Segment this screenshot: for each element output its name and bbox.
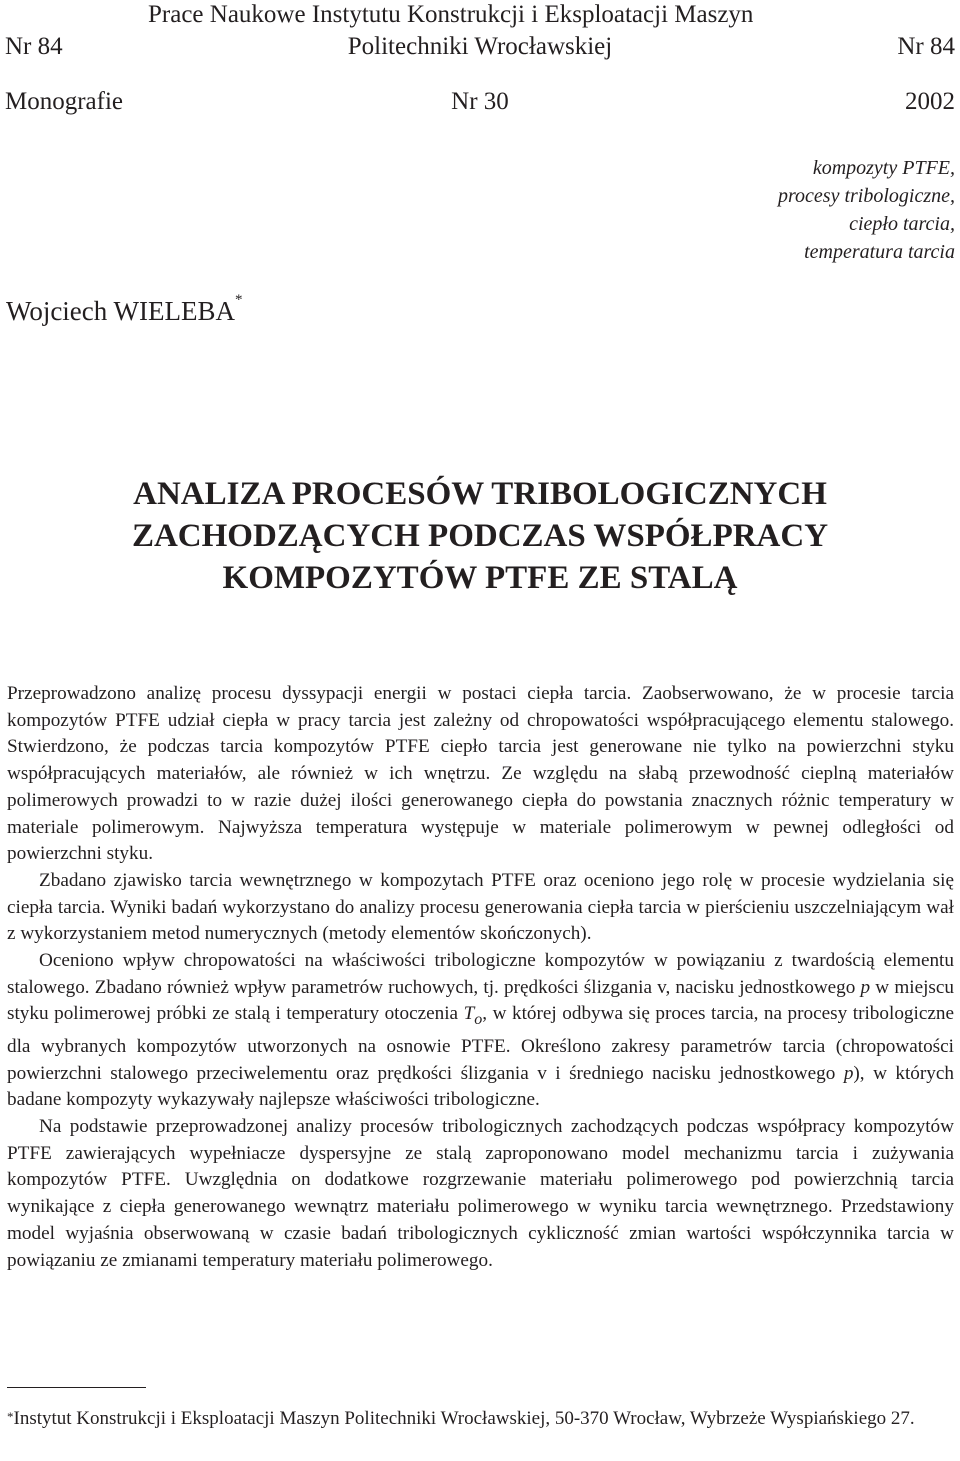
- paper-title-line: ANALIZA PROCESÓW TRIBOLOGICZNYCH: [133, 476, 827, 512]
- author-name: [6, 292, 243, 327]
- author-name-text: Wojciech WIELEBA: [6, 296, 235, 326]
- abstract-text: , w której odbywa się proces tarcia, na procesy tribologiczne dla wybranych kompozytów utworzonych na osnowie PTFE. Określono zakresy parametrów tarcia (chropowatości powierzchni stalowego przeciwelementu oraz prędkości ślizgania v i średniego nacisku jednostkowego: [7, 1003, 954, 1084]
- series-name: Monografie: [5, 88, 124, 115]
- variable-p: p: [860, 976, 871, 998]
- publication-year: 2002: [905, 88, 955, 115]
- keyword: procesy tribologiczne,: [777, 185, 955, 207]
- issue-number-right: Nr 84: [897, 33, 955, 60]
- paper-title-line: ZACHODZĄCYCH PODCZAS WSPÓŁPRACY: [131, 518, 829, 554]
- keyword: kompozyty PTFE,: [812, 157, 955, 179]
- footnote-text: Instytut Konstrukcji i Eksploatacji Maszyn Politechniki Wrocławskiej, 50-370 Wrocław, Wybrzeże Wyspiańskiego 27.: [13, 1408, 915, 1429]
- university-name: Politechniki Wrocławskiej: [347, 33, 613, 60]
- variable-p: p: [843, 1062, 854, 1084]
- footnote-divider: [7, 1387, 146, 1388]
- author-footnote-mark: *: [235, 292, 243, 308]
- abstract-text: ), w których badane kompozyty wykazywały najlepsze właściwości tribologiczne.: [7, 1062, 954, 1111]
- abstract-paragraph: Przeprowadzono analizę procesu dyssypacji energii w postaci ciepła tarcia. Zaobserwowano, że w procesie tarcia kompozytów PTFE udział ciepła w pracy tarcia jest zależny od chropowatości współpracującego elementu stalowego. Stwierdzono, że podczas tarcia kompozytów PTFE ciepło tarcia jest generowane nie tylko na powierzchni styku współpracujących materiałów, ale również w ich wnętrzu. Ze względu na słabą przewodność cieplną materiałów polimerowych prowadzi to w razie dużej ilości generowanego ciepła do powstania znacznych różnic temperatury w materiale polimerowym. Najwyższa temperatura występuje w materiale polimerowym w pewnej odległości od powierzchni styku.: [7, 683, 954, 865]
- abstract-paragraph: Zbadano zjawisko tarcia wewnętrznego w kompozytach PTFE oraz oceniono jego rolę w procesie wydzielania się ciepła tarcia. Wyniki badań wykorzystano do analizy procesu generowania ciepła tarcia w pierścieniu uszczelniającym wał z wykorzystaniem metod numerycznych (metody elementów skończonych).: [7, 869, 954, 945]
- abstract-paragraph: Na podstawie przeprowadzonej analizy procesów tribologicznych zachodzących podczas współpracy kompozytów PTFE zawierających wypełniacze dyspersyjne ze stalą zaproponowano model mechanizmu tarcia i zużywania kompozytów PTFE. Uwzględnia on dodatkowe rozgrzewanie materiału polimerowego pod powierzchnią tarcia wynikające z ciepła generowanego wewnątrz materiału polimerowego w wyniku tarcia wewnętrznego. Przedstawiony model wyjaśnia obserwowaną w czasie badań tribologicznych cykliczność zmian wartości współczynnika tarcia w powiązaniu ze zmianami temperatury materiału polimerowego.: [7, 1116, 954, 1271]
- keyword: ciepło tarcia,: [849, 213, 955, 235]
- keyword: temperatura tarcia: [804, 241, 955, 263]
- footnote-mark: *: [7, 1409, 14, 1424]
- variable-t: T: [463, 1003, 475, 1025]
- journal-title: Prace Naukowe Instytutu Konstrukcji i Eksploatacji Maszyn: [148, 1, 754, 28]
- abstract-paragraph: [7, 948, 954, 1114]
- paper-title-line: KOMPOZYTÓW PTFE ZE STALĄ: [222, 560, 738, 596]
- abstract-text: Oceniono wpływ chropowatości na właściwości tribologiczne kompozytów w powiązaniu z twardością elementu stalowego. Zbadano również wpływ parametrów ruchowych, tj. prędkości ślizgania v, nacisku jednostkowego: [7, 950, 954, 998]
- series-number: Nr 30: [451, 88, 509, 115]
- abstract: [7, 681, 954, 1274]
- footnote: [7, 1405, 954, 1432]
- abstract-text: w miejscu styku polimerowej próbki ze stalą i temperatury otoczenia: [7, 976, 954, 1025]
- variable-t-subscript: o: [474, 1011, 483, 1029]
- issue-number-left: Nr 84: [5, 33, 63, 60]
